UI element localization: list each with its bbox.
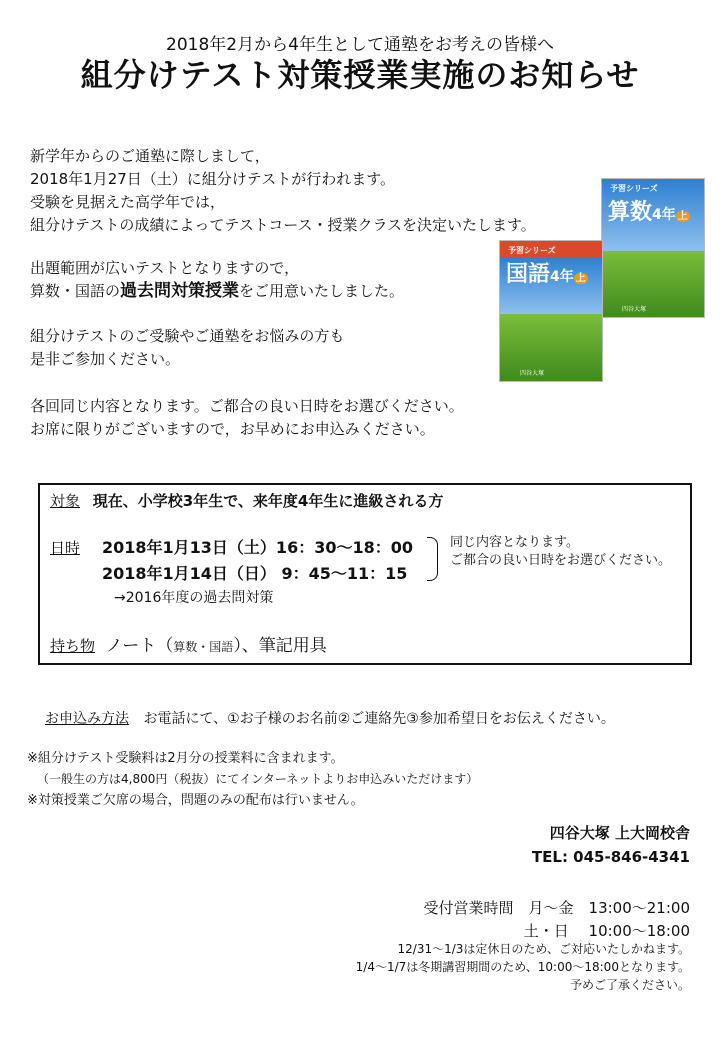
book-sky <box>500 241 602 314</box>
details-box <box>38 483 692 665</box>
items-text <box>106 636 327 656</box>
apply-text: お電話にて、①お子様のお名前②ご連絡先③参加希望日をお伝えください。 <box>143 711 615 727</box>
content-text: →2016年度の過去問対策 <box>114 590 274 606</box>
datetime-label-text: 日時 <box>50 539 81 557</box>
school-name: 四谷大塚 上大岡校舎 <box>549 824 690 842</box>
japanese-textbook-cover <box>499 240 603 382</box>
book-volume: 上 <box>575 273 586 284</box>
intro-line: 新学年からのご通塾に際しまして， <box>30 147 270 165</box>
book-volume: 上 <box>677 211 688 222</box>
phone-number: TEL: 045-846-4341 <box>531 848 690 866</box>
date-note-1: 同じ内容となります。 <box>450 535 579 550</box>
notes <box>27 748 478 811</box>
note-2: （一般生の方は4,800円（税抜）にてインターネットよりお申込みいただけます） <box>37 772 479 786</box>
target-label: 対象 <box>50 492 81 510</box>
items-text-part: 算数・国語 <box>173 640 234 654</box>
intro-line: 組分けテストのご受験やご通塾をお悩みの方も <box>30 327 345 345</box>
book-grade: 4年 <box>550 269 574 285</box>
book-series-label: 予習シリーズ <box>508 246 556 255</box>
note-3: ※対策授業ご欠席の場合，問題のみの配布は行いません。 <box>27 793 364 808</box>
intro-paragraph-3 <box>30 325 344 371</box>
book-subject: 算数 <box>608 200 653 225</box>
intro-paragraph-1 <box>30 145 536 237</box>
highlight-text: 過去問対策授業 <box>120 281 240 301</box>
intro-line: 是非ご参加ください。 <box>30 350 181 368</box>
book-grass <box>500 314 602 381</box>
closed-notice-3: 予めご了承ください。 <box>569 978 690 992</box>
closed-notice-2: 1/4〜1/7は冬期講習期間のため、10:00〜18:00となります。 <box>355 960 690 974</box>
date-note-2: ご都合の良い日時をお選びください。 <box>450 553 672 568</box>
items-text-part: ノート（ <box>105 636 174 656</box>
items-label: 持ち物 <box>50 637 96 655</box>
intro-line: 受験を見据えた高学年では， <box>30 193 226 211</box>
intro-line: 組分けテストの成績によってテストコース・授業クラスを決定いたします。 <box>30 216 536 234</box>
apply-row <box>45 708 615 728</box>
math-textbook-cover <box>601 178 705 318</box>
book-grade: 4年 <box>652 207 676 223</box>
intro-text: 算数・国語の <box>30 282 121 300</box>
pretitle: 2018年2月から4年生として通塾をお考えの皆様へ <box>166 35 554 55</box>
apply-label: お申込み方法 <box>45 711 129 727</box>
bracket-divider <box>427 537 438 581</box>
book-sky <box>602 179 704 251</box>
intro-line: 2018年1月27日（土）に組分けテストが行われます。 <box>30 170 396 188</box>
date-option-1: 2018年1月13日（土）16：30〜18：00 <box>102 538 413 557</box>
date-option-2: 2018年1月14日（日） 9：45〜11：15 <box>102 564 408 583</box>
note-1: ※組分けテスト受験料は2月分の授業料に含まれます。 <box>27 751 344 766</box>
items-row <box>50 631 327 656</box>
intro-text: をご用意いたしました。 <box>239 282 405 300</box>
intro-line: 各回同じ内容となります。ご都合の良い日時をお選びください。 <box>30 397 464 415</box>
book-publisher: 四谷大塚 <box>622 305 647 313</box>
target-row <box>50 490 443 511</box>
closed-notice-1: 12/31〜1/3は定休日のため、ご対応いたしかねます。 <box>397 942 690 956</box>
intro-paragraph-2 <box>30 257 404 303</box>
target-text: 現在、小学校3年生で、来年度4年生に進級される方 <box>92 492 444 510</box>
book-series-label: 予習シリーズ <box>610 184 658 193</box>
intro-line: 出題範囲が広いテストとなりますので， <box>30 259 300 277</box>
book-grass <box>602 251 704 317</box>
hours-weekday: 受付営業時間 月〜金 13:00〜21:00 <box>423 899 690 917</box>
items-text-part: ）、筆記用具 <box>233 636 327 656</box>
intro-paragraph-4 <box>30 395 464 441</box>
book-subject: 国語 <box>506 262 551 287</box>
intro-line: お席に限りがございますので，お早めにお申込みください。 <box>30 420 435 438</box>
book-title <box>608 195 690 226</box>
book-title <box>506 257 588 288</box>
page-title: 組分けテスト対策授業実施のお知らせ <box>80 56 640 94</box>
datetime-label <box>50 537 80 558</box>
hours-weekend: 土・日 10:00〜18:00 <box>523 922 690 940</box>
intro-line <box>30 280 404 303</box>
book-publisher: 四谷大塚 <box>520 369 545 377</box>
